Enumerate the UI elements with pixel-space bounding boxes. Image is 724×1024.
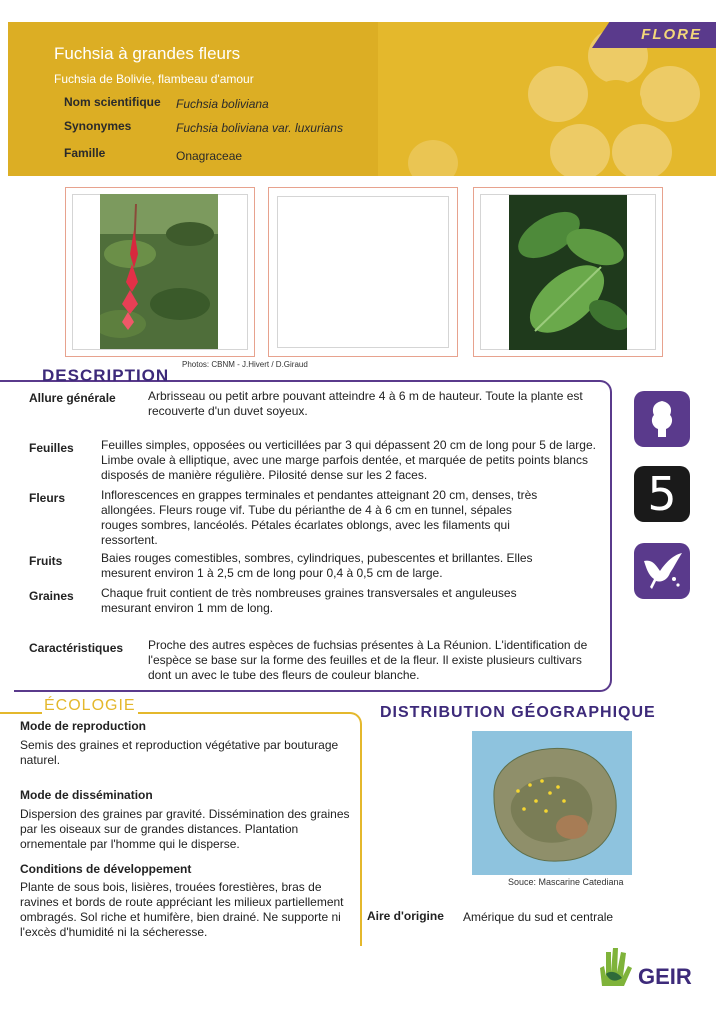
number-badge-value: 5 (647, 467, 677, 521)
conditions-text: Plante de sous bois, lisières, trouées forestières, bras de ravines et bords de route appréciant les milieux partiellement ombragés. Sol riche et humifère, bien drainé. Ne supporte ni l'excès d'humidité ni la sécheresse. (20, 880, 344, 939)
photo-frame-empty (268, 187, 458, 357)
flowers-text: Inflorescences en grappes terminales et pendantes atteignant 20 cm, denses, très allongées. Fleurs rouge vif. Tube du périanthe de 4 à 6 cm en tunnel, sépales rouges sombres, lancéolés. Pétales écarlates oblongs, avec les filaments qui ressortent. (101, 488, 538, 547)
flowers-label: Fleurs (29, 491, 66, 505)
reproduction-label: Mode de reproduction (20, 719, 146, 733)
family-label: Famille (64, 146, 106, 160)
flower-photo (100, 194, 218, 349)
general-habit-text: Arbrisseau ou petit arbre pouvant atteindre 4 à 6 m de hauteur. Toute la plante est recouverte d'un duvet soyeux. (148, 389, 583, 418)
photo-credit: Photos: CBNM - J.Hivert / D.Giraud (182, 360, 308, 369)
distribution-map (472, 731, 632, 875)
general-habit-label: Allure générale (29, 391, 116, 405)
conditions-label: Conditions de développement (20, 862, 192, 876)
seeds-text: Chaque fruit contient de très nombreuses graines transversales et anguleuses mesurant environ 1 mm de long. (101, 586, 517, 615)
fruits-label: Fruits (29, 554, 63, 568)
leaves-photo (509, 195, 627, 350)
leaves-label: Feuilles (29, 441, 74, 455)
geir-logo-text: GEIR (638, 964, 692, 989)
number-badge (634, 466, 690, 522)
flower-decoration-small (408, 140, 458, 176)
characteristics-label: Caractéristiques (29, 641, 124, 655)
origin-label: Aire d'origine (367, 909, 444, 923)
synonyms-value: Fuchsia boliviana var. luxurians (176, 121, 343, 135)
reproduction-text: Semis des graines et reproduction végétative par bouturage naturel. (20, 738, 339, 767)
photo-frame-leaves (473, 187, 663, 357)
geir-hand-logo (594, 946, 634, 990)
map-credit: Souce: Mascarine Catediana (508, 877, 624, 887)
photo-frame-flowers (65, 187, 255, 357)
dissemination-text: Dispersion des graines par gravité. Dissémination des graines par les oiseaux sur de grandes distances. Plantation ornementale par l'homme qui le disperse. (20, 807, 350, 851)
characteristics-text: Proche des autres espèces de fuchsias présentes à La Réunion. L'identification de l'espèce se base sur la forme des feuilles et de la fleur. Il existe plusieurs cultivars dont un avec le tube des fleurs de couleur blanche. (148, 638, 588, 682)
ecology-heading: ÉCOLOGIE (44, 697, 136, 714)
synonyms-label: Synonymes (64, 119, 132, 133)
tree-icon (634, 391, 690, 447)
description-heading: DESCRIPTION (42, 366, 170, 385)
bird-icon (634, 543, 690, 599)
scientific-name-label: Nom scientifique (64, 95, 161, 109)
scientific-name-value: Fuchsia boliviana (176, 97, 269, 111)
fruits-text: Baies rouges comestibles, sombres, cylindriques, pubescentes et brillantes. Elles mesurent environ 1 à 2,5 cm de long pour 0,4 à 0,5 cm de large. (101, 551, 533, 580)
family-value: Onagraceae (176, 149, 243, 163)
seeds-label: Graines (29, 589, 74, 603)
flore-badge-label: FLORE (641, 26, 702, 43)
page-title: Fuchsia à grandes fleurs (54, 44, 241, 63)
dissemination-label: Mode de dissémination (20, 788, 153, 802)
distribution-heading: DISTRIBUTION GÉOGRAPHIQUE (380, 704, 656, 721)
leaves-text: Feuilles simples, opposées ou verticillées par 3 qui dépassent 20 cm de long pour 5 de large. Limbe ovale à elliptique, avec une marge parfois dentée, et marquée de petits points blancs disposés de manière régulière. Pilosité dense sur les 2 faces. (101, 438, 596, 482)
page-subtitle: Fuchsia de Bolivie, flambeau d'amour (54, 72, 254, 86)
origin-value: Amérique du sud et centrale (463, 910, 614, 924)
flower-decoration (528, 28, 708, 176)
